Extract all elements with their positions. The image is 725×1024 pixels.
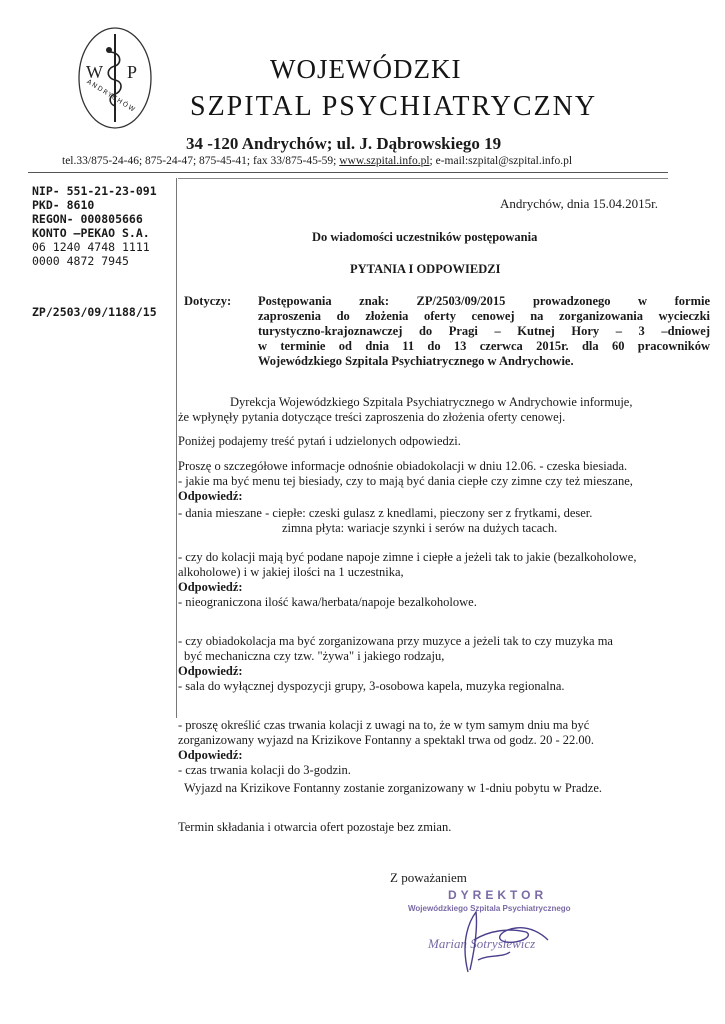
regards: Z poważaniem — [390, 870, 467, 885]
logo-ring-text: ANDRYCHÓW — [85, 77, 138, 115]
intro-line: że wpłynęły pytania dotyczące treści zaproszenia do złożenia oferty cenowej. — [178, 410, 566, 424]
question-line: Proszę o szczegółowe informacje odnośnie obiadokolacji w dniu 12.06. - czeska biesiada. — [178, 459, 628, 473]
answer-label: Odpowiedź: — [178, 489, 243, 503]
account-line1: 06 1240 4748 1111 — [32, 240, 150, 254]
account-line2: 0000 4872 7945 — [32, 254, 129, 268]
concerns-line: Postępowania znak: ZP/2503/09/2015 prowadzonego w formie — [258, 294, 710, 308]
logo-letter-w: W — [86, 62, 103, 82]
regon: REGON- 000805666 — [32, 212, 143, 226]
intro-line: Dyrekcja Wojewódzkiego Szpitala Psychiatrycznego w Andrychowie informuje, — [230, 395, 633, 409]
question-line: - proszę określić czas trwania kolacji z uwagi na to, że w tym samym dniu ma być — [178, 718, 590, 732]
intro-paragraph — [178, 395, 706, 425]
stamp-hospital: Wojewódzkiego Szpitala Psychiatrycznego — [408, 904, 571, 913]
konto: KONTO –PEKAO S.A. — [32, 226, 150, 240]
closing-note: Termin składania i otwarcia ofert pozostaje bez zmian. — [178, 820, 452, 834]
answer-label: Odpowiedź: — [178, 664, 243, 678]
answer-line: - sala do wyłącznej dyspozycji grupy, 3-osobowa kapela, muzyka regionalna. — [178, 679, 565, 693]
header-divider — [28, 172, 668, 173]
place-date: Andrychów, dnia 15.04.2015r. — [500, 196, 659, 211]
contact-prefix: tel.33/875-24-46; 875-24-47; 875-45-41; fax 33/875-45-59; — [62, 155, 340, 167]
company-info — [32, 184, 157, 268]
answer-line: - nieograniczona ilość kawa/herbata/napoje bezalkoholowe. — [178, 595, 477, 609]
margin-divider — [176, 178, 177, 718]
question-1 — [178, 459, 706, 536]
answer-label: Odpowiedź: — [178, 748, 243, 762]
header-divider-secondary — [178, 178, 668, 179]
website-link[interactable]: www.szpital.info.pl — [339, 155, 430, 167]
qa-heading: PYTANIA I ODPOWIEDZI — [350, 262, 501, 276]
question-2 — [178, 550, 706, 610]
title-line2: SZPITAL PSYCHIATRYCZNY — [190, 91, 598, 122]
answer-label: Odpowiedź: — [178, 580, 243, 594]
question-line: - czy obiadokolacja ma być zorganizowana przy muzyce a jeżeli tak to czy muzyka ma — [178, 634, 613, 648]
question-line: - czy do kolacji mają być podane napoje zimne i ciepłe a jeżeli tak to jakie (bezalkoholowe, — [178, 550, 637, 564]
answer-line: zimna płyta: wariacje szynki i serów na dużych tacach. — [282, 521, 558, 535]
question-line: być mechaniczna czy tzw. "żywa" i jakiego rodzaju, — [184, 649, 445, 663]
logo-letter-p: P — [127, 62, 138, 82]
question-3 — [178, 634, 706, 694]
question-line: - jakie ma być menu tej biesiady, czy to mają być dania ciepłe czy zimne czy też mieszane, — [178, 474, 633, 488]
question-4 — [178, 718, 706, 796]
question-line: alkoholowe) i w jakiej ilości na 1 uczestnika, — [178, 565, 404, 579]
title-line1: WOJEWÓDZKI — [270, 54, 462, 84]
stamp-name: Marian Sotrysiewicz — [428, 936, 536, 951]
stamp-title: DYREKTOR — [448, 888, 548, 902]
nip: NIP- 551-21-23-091 — [32, 184, 157, 198]
concerns-line: w terminie od dnia 11 do 13 czerwca 2015r. dla 60 pracowników — [258, 339, 710, 353]
concerns-line: turystyczno-krajoznawczej do Pragi – Kutnej Hory – 3 –dniowej — [258, 324, 710, 338]
concerns-text — [258, 294, 710, 369]
answer-line: - czas trwania kolacji do 3-godzin. — [178, 763, 351, 777]
intro-line3: Poniżej podajemy treść pytań i udzielonych odpowiedzi. — [178, 434, 461, 448]
contact-suffix: ; e-mail:szpital@szpital.info.pl — [429, 155, 573, 167]
concerns-line: zaproszenia do złożenia oferty cenowej na zorganizowania wycieczki — [258, 309, 710, 323]
reference-number: ZP/2503/09/1188/15 — [32, 305, 157, 319]
answer-line: - dania mieszane - ciepłe: czeski gulasz z knedlami, pieczony ser z frytkami, deser. — [178, 506, 593, 520]
contact-line — [62, 155, 572, 167]
notice-heading: Do wiadomości uczestników postępowania — [312, 230, 538, 244]
answer-line: Wyjazd na Krizikove Fontanny zostanie zorganizowany w 1-dniu pobytu w Pradze. — [184, 781, 602, 795]
concerns-label: Dotyczy: — [184, 294, 232, 308]
hospital-address: 34 -120 Andrychów; ul. J. Dąbrowskiego 19 — [186, 134, 502, 153]
hospital-logo — [76, 24, 154, 132]
signature — [430, 900, 570, 980]
concerns-line: Wojewódzkiego Szpitala Psychiatrycznego w Andrychowie. — [258, 354, 574, 368]
pkd: PKD- 8610 — [32, 198, 95, 212]
question-line: zorganizowany wyjazd na Krizikove Fontanny a spektakl trwa od godz. 20 - 22.00. — [178, 733, 594, 747]
